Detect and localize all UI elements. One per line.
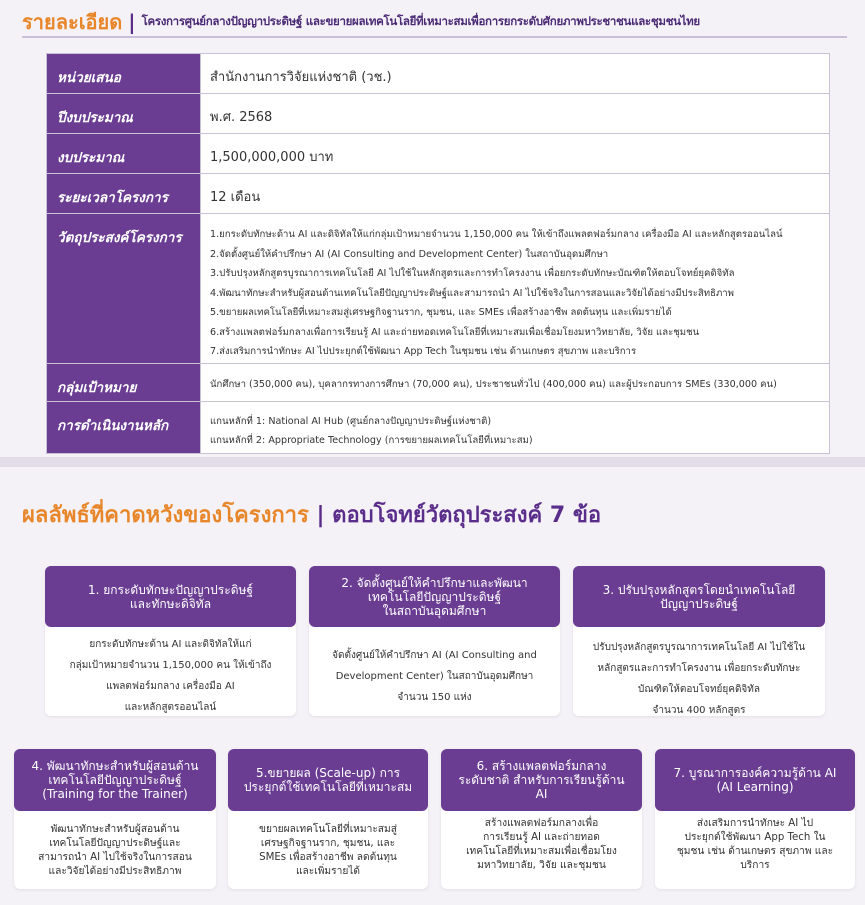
table-row — [47, 214, 830, 364]
row-label: กลุ่มเป้าหมาย — [47, 364, 201, 402]
row-value: 1,500,000,000 บาท — [201, 134, 830, 174]
row-label: วัตถุประสงค์โครงการ — [47, 214, 201, 364]
outcome-card-3 — [573, 566, 825, 716]
outcome-card-title: 6. สร้างแพลตฟอร์มกลาง ระดับชาติ สำหรับการเรียนรู้ด้าน AI — [441, 749, 642, 811]
objective-item: 1.ยกระดับทักษะด้าน AI และดิจิทัลให้แก่กลุ่มเป้าหมายจำนวน 1,150,000 คน ให้เข้าถึงแพลตฟอร์มกลาง เครื่องมือ AI และหลักสูตรออนไลน์ — [210, 229, 783, 240]
row-label: การดำเนินงานหลัก — [47, 402, 201, 454]
details-table — [46, 53, 830, 454]
outcomes-title-sub: | ตอบโจทย์วัตถุประสงค์ 7 ข้อ — [308, 503, 602, 528]
outcome-card-title: 4. พัฒนาทักษะสำหรับผู้สอนด้าน เทคโนโลยีปัญญาประดิษฐ์ (Training for the Trainer) — [14, 749, 216, 811]
outcomes-title — [22, 497, 601, 532]
row-value: พ.ศ. 2568 — [201, 94, 830, 134]
outcome-card-1 — [45, 566, 296, 716]
outcome-card-2 — [309, 566, 560, 716]
objective-item: 3.ปรับปรุงหลักสูตรบูรณาการเทคโนโลยี AI ไปใช้ในหลักสูตรและการทำโครงงาน เพื่อยกระดับทักษะบัณฑิตให้ตอบโจทย์ยุคดิจิทัล — [210, 268, 735, 279]
operation-item: แกนหลักที่ 1: National AI Hub (ศูนย์กลางปัญญาประดิษฐ์แห่งชาติ) — [210, 416, 492, 427]
row-label: ระยะเวลาโครงการ — [47, 174, 201, 214]
title-underline — [22, 36, 847, 38]
outcome-card-body: สร้างแพลตฟอร์มกลางเพื่อ การเรียนรู้ AI และถ่ายทอด เทคโนโลยีที่เหมาะสมเพื่อเชื่อมโยง มหาวิทยาลัย, วิจัย และชุมชน — [466, 818, 617, 871]
objective-item: 6.สร้างแพลตฟอร์มกลางเพื่อการเรียนรู้ AI และถ่ายทอดเทคโนโลยีที่เหมาะสมเพื่อเชื่อมโยงมหาวิทยาลัย, วิจัย และชุมชน — [210, 326, 700, 338]
main-operations — [201, 402, 830, 454]
row-label: หน่วยเสนอ — [47, 54, 201, 94]
details-header — [22, 6, 852, 38]
row-label: งบประมาณ — [47, 134, 201, 174]
row-label: ปีงบประมาณ — [47, 94, 201, 134]
objective-item: 4.พัฒนาทักษะสำหรับผู้สอนด้านเทคโนโลยีปัญญาประดิษฐ์และสามารถนำ AI ไปใช้จริงในการสอนและวิจัยได้อย่างมีประสิทธิภาพ — [210, 287, 734, 299]
outcome-card-6 — [441, 749, 642, 889]
outcome-card-5 — [228, 749, 428, 889]
outcome-card-body: ส่งเสริมการนำทักษะ AI ไป ประยุกต์ใช้พัฒนา App Tech ใน ชุมชน เช่น ด้านเกษตร สุขภาพ และ บริการ — [676, 818, 834, 871]
outcome-card-title: 1. ยกระดับทักษะปัญญาประดิษฐ์ และทักษะดิจิทัล — [45, 566, 296, 627]
expected-outcomes-section — [0, 467, 865, 905]
details-title: รายละเอียด — [22, 10, 123, 34]
outcome-card-7 — [655, 749, 855, 889]
table-row — [47, 174, 830, 214]
project-name: โครงการศูนย์กลางปัญญาประดิษฐ์ และขยายผลเทคโนโลยีที่เหมาะสมเพื่อการยกระดับศักยภาพประชาชนและชุมชนไทย — [141, 14, 700, 28]
outcome-card-title: 2. จัดตั้งศูนย์ให้คำปรึกษาและพัฒนา เทคโนโลยีปัญญาประดิษฐ์ ในสถาบันอุดมศึกษา — [309, 566, 560, 627]
table-row — [47, 54, 830, 94]
row-value: 12 เดือน — [201, 174, 830, 214]
row-value: สำนักงานการวิจัยแห่งชาติ (วช.) — [201, 54, 830, 94]
table-row — [47, 402, 830, 454]
outcome-card-body: ขยายผลเทคโนโลยีที่เหมาะสมสู่ เศรษฐกิจฐานราก, ชุมชน, และ SMEs เพื่อสร้างอาชีพ ลดต้นทุน และเพิ่มรายได้ — [259, 824, 397, 877]
objective-item: 7.ส่งเสริมการนำทักษะ AI ไปประยุกต์ใช้พัฒนา App Tech ในชุมชน เช่น ด้านเกษตร สุขภาพ และบริการ — [210, 346, 637, 357]
objective-item: 2.จัดตั้งศูนย์ให้คำปรึกษา AI (AI Consulting and Development Center) ในสถาบันอุดมศึกษา — [210, 248, 609, 260]
table-row — [47, 364, 830, 402]
outcome-card-body: ปรับปรุงหลักสูตรบูรณาการเทคโนโลยี AI ไปใช้ใน หลักสูตรและการทำโครงงาน เพื่อยกระดับทักษะ บัณฑิตให้ตอบโจทย์ยุคดิจิทัล จำนวน 400 หลักสูตร — [592, 642, 806, 716]
outcome-card-body: จัดตั้งศูนย์ให้คำปรึกษา AI (AI Consulting and Development Center) ในสถาบันอุดมศึกษา จำนวน 150 แห่ง — [332, 650, 537, 703]
title-separator: | — [128, 10, 136, 34]
outcome-card-body: ยกระดับทักษะด้าน AI และดิจิทัลให้แก่ กลุ่มเป้าหมายจำนวน 1,150,000 คน ให้เข้าถึง แพลตฟอร์มกลาง เครื่องมือ AI และหลักสูตรออนไลน์ — [69, 639, 272, 713]
outcome-card-title: 3. ปรับปรุงหลักสูตรโดยนำเทคโนโลยี ปัญญาประดิษฐ์ — [573, 566, 825, 627]
outcomes-title-main: ผลลัพธ์ที่คาดหวังของโครงการ — [22, 503, 309, 528]
table-row — [47, 94, 830, 134]
outcome-card-title: 7. บูรณาการองค์ความรู้ด้าน AI (AI Learning) — [655, 749, 855, 811]
outcome-card-title: 5.ขยายผล (Scale-up) การ ประยุกต์ใช้เทคโนโลยีที่เหมาะสม — [228, 749, 428, 811]
outcome-card-4 — [14, 749, 216, 889]
section-divider — [0, 457, 865, 467]
operation-item: แกนหลักที่ 2: Appropriate Technology (การขยายผลเทคโนโลยีที่เหมาะสม) — [210, 435, 533, 446]
row-value: นักศึกษา (350,000 คน), บุคลากรทางการศึกษา (70,000 คน), ประชาชนทั่วไป (400,000 คน) และผู้ประกอบการ SMEs (330,000 คน) — [201, 364, 830, 402]
table-row — [47, 134, 830, 174]
objective-item: 5.ขยายผลเทคโนโลยีที่เหมาะสมสู่เศรษฐกิจฐานราก, ชุมชน, และ SMEs เพื่อสร้างอาชีพ ลดต้นทุน และเพิ่มรายได้ — [210, 307, 672, 318]
outcome-card-body: พัฒนาทักษะสำหรับผู้สอนด้าน เทคโนโลยีปัญญาประดิษฐ์และ สามารถนำ AI ไปใช้จริงในการสอน และวิจัยได้อย่างมีประสิทธิภาพ — [38, 824, 192, 877]
objectives-list — [201, 214, 830, 364]
